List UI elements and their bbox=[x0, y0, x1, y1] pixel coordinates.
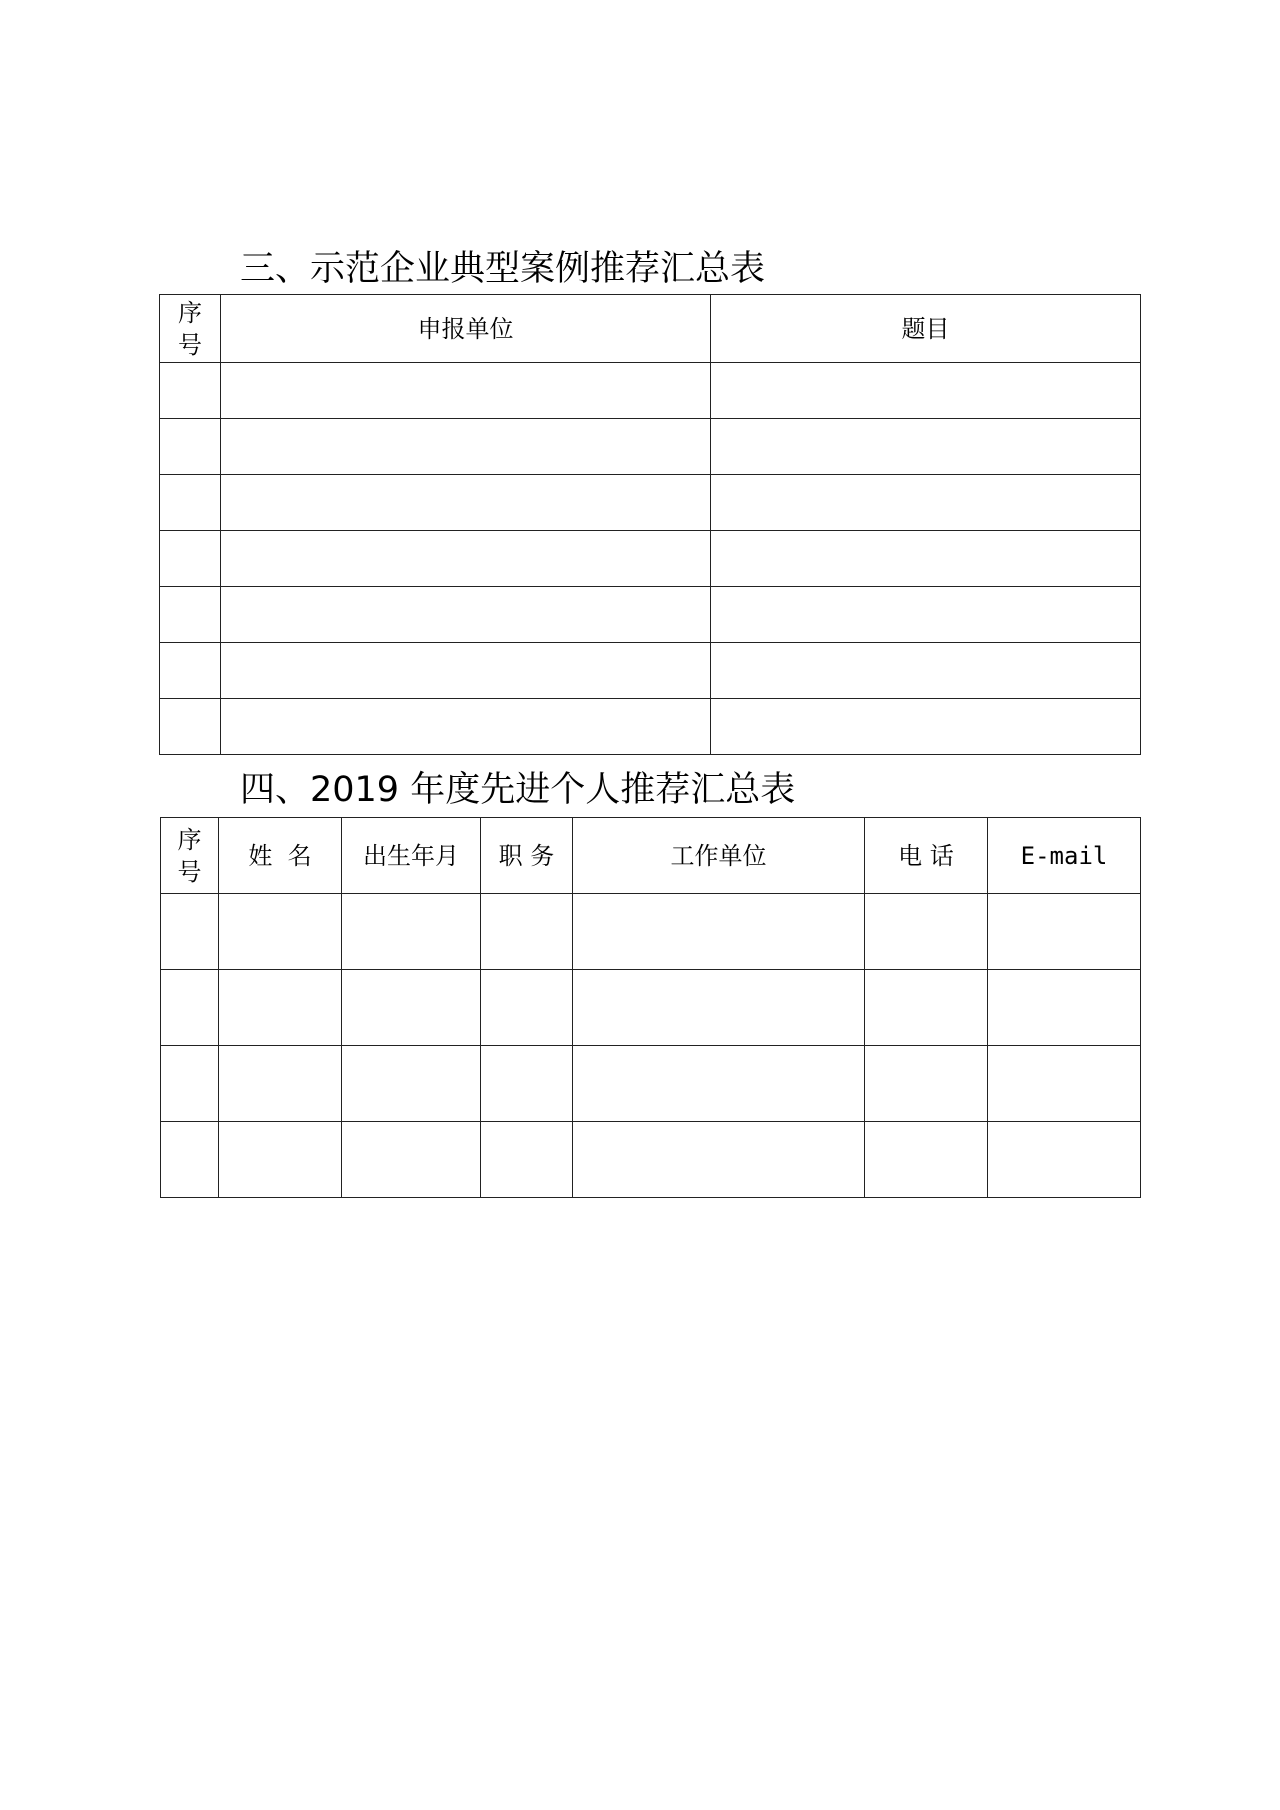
case-recommendation-table bbox=[159, 294, 1141, 755]
cell-unit[interactable] bbox=[221, 363, 711, 419]
header-seq-line1: 序 bbox=[178, 298, 202, 327]
cell-seq[interactable] bbox=[160, 643, 221, 699]
header-seq bbox=[160, 295, 221, 363]
header-seq-line2: 号 bbox=[177, 857, 202, 886]
table-row bbox=[160, 475, 1141, 531]
cell-email[interactable] bbox=[988, 1046, 1141, 1122]
table-row bbox=[161, 970, 1141, 1046]
table-header-row bbox=[161, 818, 1141, 894]
table-row bbox=[160, 587, 1141, 643]
cell-position[interactable] bbox=[481, 1046, 573, 1122]
advanced-individual-table bbox=[160, 817, 1141, 1198]
header-seq-line2: 号 bbox=[178, 330, 202, 359]
cell-workplace[interactable] bbox=[573, 1122, 865, 1198]
table-row bbox=[160, 643, 1141, 699]
cell-position[interactable] bbox=[481, 894, 573, 970]
cell-seq[interactable] bbox=[160, 419, 221, 475]
cell-unit[interactable] bbox=[221, 699, 711, 755]
section3-title: 三、示范企业典型案例推荐汇总表 bbox=[240, 249, 766, 289]
cell-position[interactable] bbox=[481, 1122, 573, 1198]
cell-email[interactable] bbox=[988, 894, 1141, 970]
header-birth: 出生年月 bbox=[342, 818, 481, 894]
header-topic: 题目 bbox=[711, 295, 1141, 363]
cell-workplace[interactable] bbox=[573, 1046, 865, 1122]
cell-name[interactable] bbox=[219, 970, 342, 1046]
cell-seq[interactable] bbox=[160, 587, 221, 643]
cell-birth[interactable] bbox=[342, 894, 481, 970]
header-workplace: 工作单位 bbox=[573, 818, 865, 894]
cell-seq[interactable] bbox=[161, 1122, 219, 1198]
cell-seq[interactable] bbox=[161, 970, 219, 1046]
section4-title: 四、2019 年度先进个人推荐汇总表 bbox=[240, 770, 796, 810]
table-row bbox=[161, 894, 1141, 970]
cell-seq[interactable] bbox=[160, 531, 221, 587]
cell-name[interactable] bbox=[219, 1122, 342, 1198]
cell-seq[interactable] bbox=[160, 699, 221, 755]
cell-topic[interactable] bbox=[711, 587, 1141, 643]
header-name: 姓 名 bbox=[219, 818, 342, 894]
table-row bbox=[161, 1046, 1141, 1122]
cell-phone[interactable] bbox=[865, 970, 988, 1046]
cell-seq[interactable] bbox=[161, 894, 219, 970]
cell-seq[interactable] bbox=[161, 1046, 219, 1122]
cell-phone[interactable] bbox=[865, 1122, 988, 1198]
cell-workplace[interactable] bbox=[573, 970, 865, 1046]
cell-unit[interactable] bbox=[221, 643, 711, 699]
cell-birth[interactable] bbox=[342, 970, 481, 1046]
table-header-row bbox=[160, 295, 1141, 363]
cell-topic[interactable] bbox=[711, 419, 1141, 475]
cell-email[interactable] bbox=[988, 970, 1141, 1046]
header-unit: 申报单位 bbox=[221, 295, 711, 363]
header-position: 职 务 bbox=[481, 818, 573, 894]
header-phone: 电 话 bbox=[865, 818, 988, 894]
cell-topic[interactable] bbox=[711, 531, 1141, 587]
table-row bbox=[160, 363, 1141, 419]
cell-topic[interactable] bbox=[711, 363, 1141, 419]
cell-seq[interactable] bbox=[160, 363, 221, 419]
header-email: E-mail bbox=[988, 818, 1141, 894]
cell-topic[interactable] bbox=[711, 475, 1141, 531]
cell-email[interactable] bbox=[988, 1122, 1141, 1198]
cell-unit[interactable] bbox=[221, 419, 711, 475]
cell-position[interactable] bbox=[481, 970, 573, 1046]
cell-workplace[interactable] bbox=[573, 894, 865, 970]
cell-birth[interactable] bbox=[342, 1046, 481, 1122]
cell-phone[interactable] bbox=[865, 1046, 988, 1122]
cell-unit[interactable] bbox=[221, 475, 711, 531]
header-seq bbox=[161, 818, 219, 894]
cell-birth[interactable] bbox=[342, 1122, 481, 1198]
cell-phone[interactable] bbox=[865, 894, 988, 970]
cell-topic[interactable] bbox=[711, 643, 1141, 699]
table-row bbox=[160, 699, 1141, 755]
header-seq-line1: 序 bbox=[177, 825, 202, 854]
cell-name[interactable] bbox=[219, 1046, 342, 1122]
table-row bbox=[160, 419, 1141, 475]
cell-topic[interactable] bbox=[711, 699, 1141, 755]
table-row bbox=[160, 531, 1141, 587]
cell-unit[interactable] bbox=[221, 587, 711, 643]
cell-unit[interactable] bbox=[221, 531, 711, 587]
table-row bbox=[161, 1122, 1141, 1198]
cell-seq[interactable] bbox=[160, 475, 221, 531]
cell-name[interactable] bbox=[219, 894, 342, 970]
